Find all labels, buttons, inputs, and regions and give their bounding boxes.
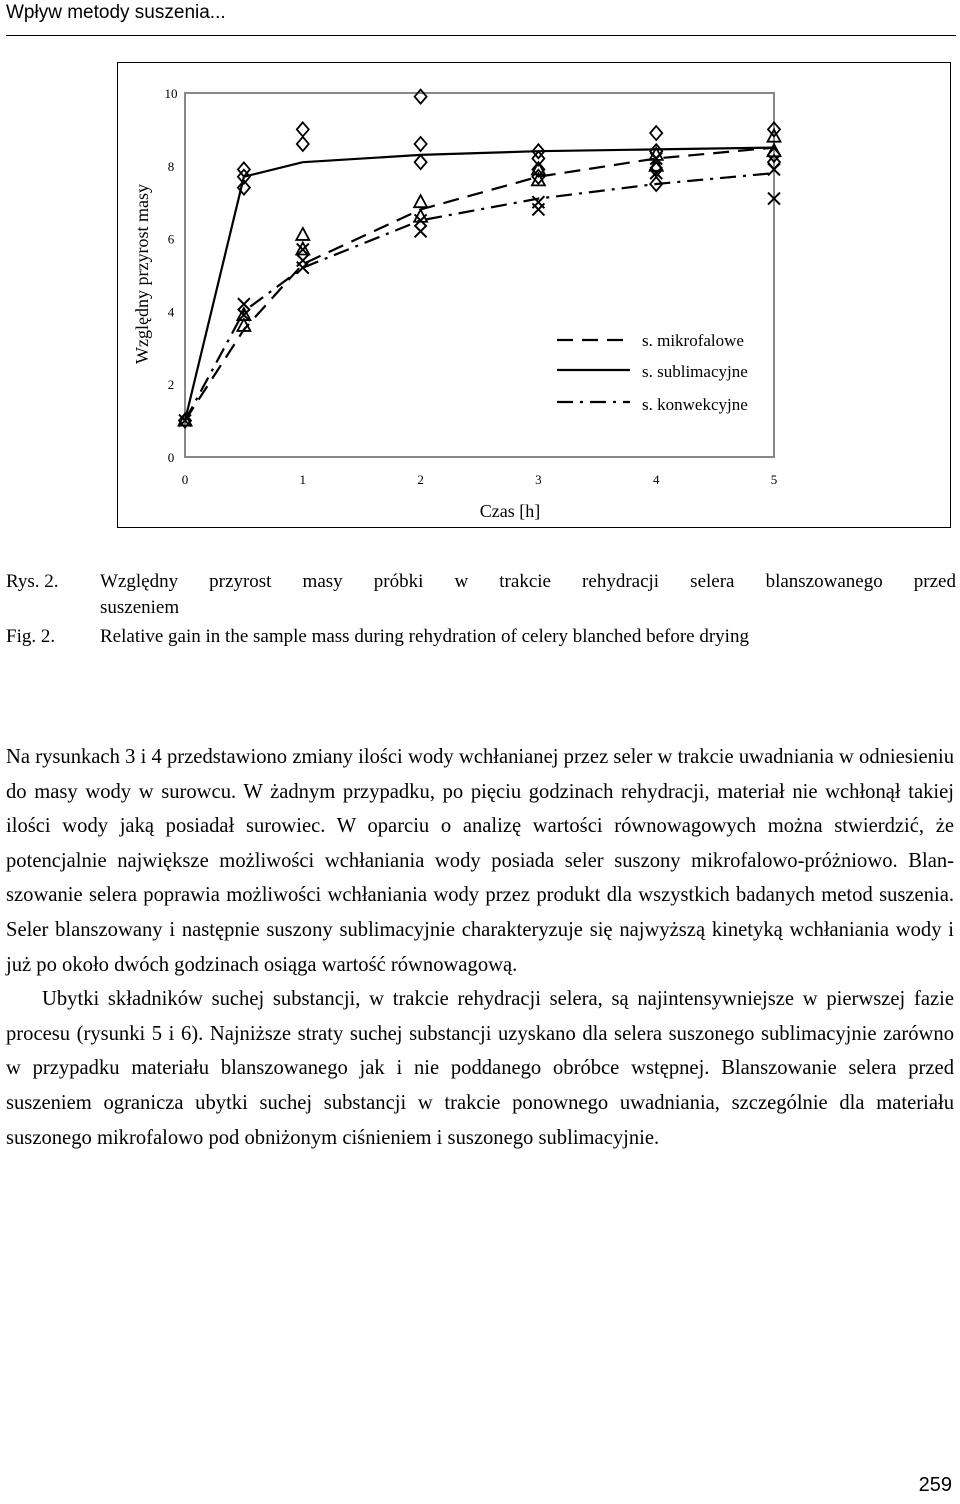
body-text xyxy=(6,740,954,1155)
data-point-konwekcyjne xyxy=(532,203,544,215)
y-tick-label: 4 xyxy=(167,304,175,320)
data-point-sublimacyjne xyxy=(297,137,309,151)
legend-label-sublimacyjne: s. sublimacyjne xyxy=(642,362,748,381)
x-axis-label: Czas [h] xyxy=(479,501,541,521)
x-tick-label: 5 xyxy=(770,472,778,487)
y-axis-label: Względny przyrost masy xyxy=(132,184,152,364)
caption-text-pl-line1: Względny przyrost masy próbki w trakcie rehydracji selera blanszowanego przed xyxy=(100,571,956,592)
rehydration-chart xyxy=(0,0,960,540)
data-point-sublimacyjne xyxy=(415,137,427,151)
data-point-konwekcyjne xyxy=(415,225,427,237)
y-tick-label: 10 xyxy=(164,86,178,101)
page-number: 259 xyxy=(918,1474,952,1496)
caption-label-en: Fig. 2. xyxy=(6,626,56,647)
data-point-sublimacyjne xyxy=(297,122,309,136)
x-tick-label: 2 xyxy=(417,472,424,487)
data-point-sublimacyjne xyxy=(415,90,427,104)
caption-text-en: Relative gain in the sample mass during rehydration of celery blanched before drying xyxy=(100,626,749,647)
y-tick-label: 0 xyxy=(167,450,175,465)
x-tick-label: 4 xyxy=(652,472,660,487)
y-tick-label: 6 xyxy=(167,231,175,247)
x-tick-label: 3 xyxy=(535,472,542,487)
y-tick-label: 8 xyxy=(167,158,175,174)
axis-layer xyxy=(165,86,778,487)
running-header-title: Wpływ metody suszenia... xyxy=(6,2,226,23)
paragraph-2: Ubytki składników suchej substancji, w trakcie rehydracji selera, są najintensywniejsze w pierwszej fazie procesu (rysunki 5 i 6). Najniższe straty suchej substancji uzyskano dla selera suszonego sublimacyjnie zarówno w przypadku materiału blanszowanego jak i nie poddanego obróbce wstępnej. Blanszowanie selera przed suszeniem ogranicza ubytki suchej substancji w trakcie ponownego uwadniania, szczególnie dla materiału suszonego mikrofalowo pod obniżonym ciśnieniem i suszonego sublimacyjnie. xyxy=(6,988,954,1149)
caption-text-pl-line2: suszeniem xyxy=(100,597,180,618)
x-tick-label: 1 xyxy=(299,472,307,487)
chart-legend xyxy=(557,331,748,414)
data-point-mikrofalowe xyxy=(414,195,427,207)
x-tick-label: 0 xyxy=(181,472,189,487)
data-point-mikrofalowe xyxy=(296,228,309,240)
paragraph-1: Na rysunkach 3 i 4 przedstawiono zmiany ilości wody wchłanianej przez seler w trakcie uwadniania w odniesieniu do masy wody w surowcu. W żadnym przypadku, po pięciu godzinach rehydracji, materiał nie wchłonął takiej ilości wody jaką posiadał surowiec. W oparciu o analizę wartości równowagowych można stwierdzić, że potencjalnie największe możliwości wchłaniania wody posiada seler suszony mikrofalowo-próżniowo. Blanszowanie selera poprawia możliwości wchłaniania wody przez produkt dla wszystkich badanych metod suszenia. Seler blanszowany i następnie suszony sublimacyjnie charakteryzuje się najwyższą kinetyką wchłaniania wody i już po około dwóch godzinach osiąga wartość równowagową. xyxy=(6,746,954,976)
legend-label-konwekcyjne: s. konwekcyjne xyxy=(642,395,748,414)
y-tick-label: 2 xyxy=(167,377,175,393)
legend-label-mikrofalowe: s. mikrofalowe xyxy=(642,331,744,350)
data-point-konwekcyjne xyxy=(415,214,427,226)
caption-label-pl: Rys. 2. xyxy=(6,571,59,592)
data-point-sublimacyjne xyxy=(415,155,427,169)
data-point-sublimacyjne xyxy=(650,126,662,140)
